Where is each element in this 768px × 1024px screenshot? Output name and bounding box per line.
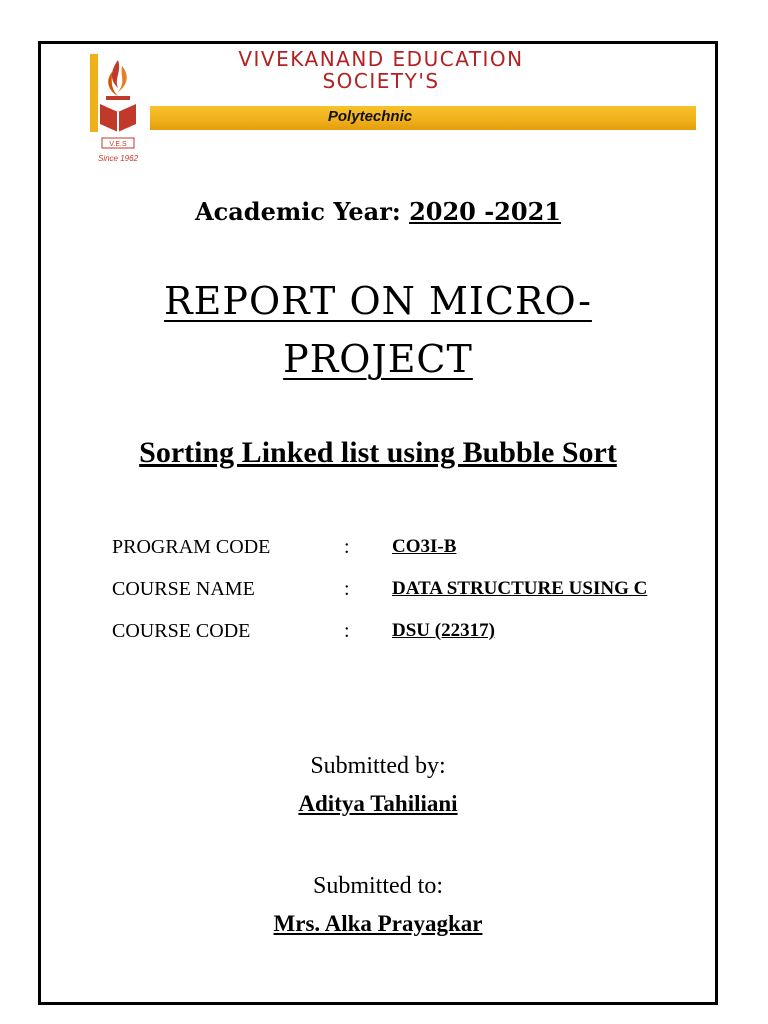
flame-book-icon xyxy=(88,52,148,152)
detail-label: COURSE NAME xyxy=(112,578,255,600)
detail-value: CO3I-B xyxy=(392,536,457,557)
org-subtitle: Polytechnic xyxy=(327,108,413,125)
submitted-by-label: Submitted by: xyxy=(310,753,446,779)
detail-value: DSU (22317) xyxy=(392,620,495,641)
submitted-to-name: Mrs. Alka Prayagkar xyxy=(273,911,483,936)
report-title-line2: PROJECT xyxy=(283,337,473,381)
detail-colon: : xyxy=(344,620,350,642)
project-title: Sorting Linked list using Bubble Sort xyxy=(139,436,617,469)
submitted-to-label: Submitted to: xyxy=(312,873,443,899)
detail-value: DATA STRUCTURE USING C xyxy=(392,578,648,599)
org-name-line1: VIVEKANAND EDUCATION xyxy=(238,47,524,71)
detail-row-course-code xyxy=(112,620,712,662)
detail-colon: : xyxy=(344,578,350,600)
logo-since-text: Since 1962 xyxy=(97,154,139,163)
organization-name xyxy=(150,48,612,92)
report-title xyxy=(38,272,718,388)
academic-year-value: 2020 -2021 xyxy=(409,197,561,226)
academic-year-label: Academic Year: xyxy=(195,197,401,226)
academic-year xyxy=(38,197,718,226)
submitted-by-name: Aditya Tahiliani xyxy=(298,791,458,816)
course-details xyxy=(112,536,712,662)
detail-row-program-code xyxy=(112,536,712,578)
org-name-line2: SOCIETY'S xyxy=(322,69,440,93)
ves-logo xyxy=(88,52,148,170)
detail-colon: : xyxy=(344,536,350,558)
detail-row-course-name xyxy=(112,578,712,620)
page-border xyxy=(38,41,718,1005)
detail-label: COURSE CODE xyxy=(112,620,251,642)
detail-label: PROGRAM CODE xyxy=(112,536,271,558)
report-title-line1: REPORT ON MICRO- xyxy=(164,279,592,323)
logo-initials: V.E.S xyxy=(109,141,127,148)
